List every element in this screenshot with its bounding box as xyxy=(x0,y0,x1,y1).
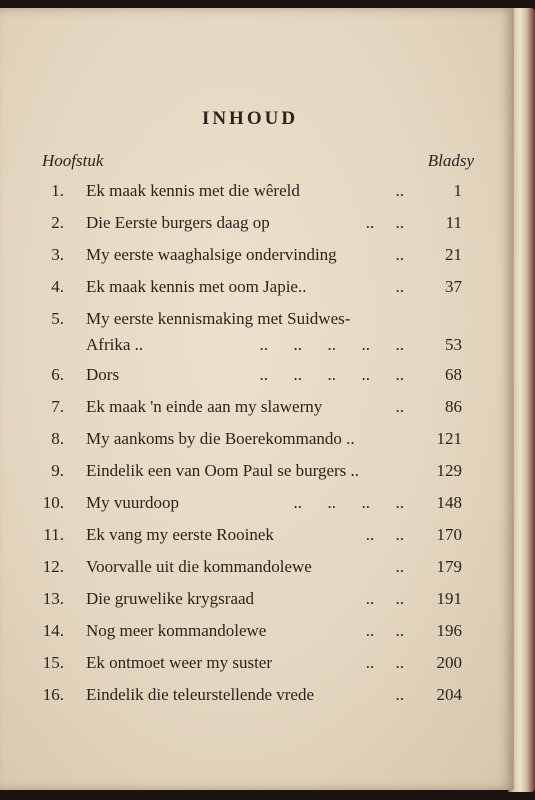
page-title: INHOUD xyxy=(201,108,299,129)
chapter-number: 12. xyxy=(42,557,64,576)
chapter-title: Eindelik een van Oom Paul se burgers .. xyxy=(86,461,360,480)
page-number: 196 xyxy=(436,621,462,640)
dot-leader: .. xyxy=(395,557,404,576)
chapter-number: 11. xyxy=(43,525,64,544)
chapter-title: Ek ontmoet weer my suster xyxy=(86,653,273,672)
page-number: 86 xyxy=(445,397,462,416)
page-number: 179 xyxy=(436,557,462,576)
page-column-label: Bladsy xyxy=(427,151,474,170)
chapter-column-label: Hoofstuk xyxy=(42,151,104,170)
chapter-number: 15. xyxy=(42,653,64,672)
page-number: 37 xyxy=(445,277,462,296)
chapter-number: 8. xyxy=(51,429,64,448)
chapter-title: My vuurdoop xyxy=(86,493,180,512)
chapter-title: My aankoms by die Boerekommando .. xyxy=(86,429,355,448)
page-number: 191 xyxy=(436,589,462,608)
page-number: 68 xyxy=(445,365,462,384)
dot-leader: .. .. .. .. .. xyxy=(259,335,404,354)
page-number: 11 xyxy=(445,213,462,232)
page-number: 129 xyxy=(436,461,462,480)
chapter-title: Ek vang my eerste Rooinek xyxy=(86,525,274,544)
dot-leader: .. .. .. .. xyxy=(293,493,404,512)
chapter-title: Ek maak kennis met die wêreld xyxy=(86,181,300,200)
chapter-title-continued: Afrika .. xyxy=(86,335,144,354)
chapter-title: Voorvalle uit die kommandolewe xyxy=(86,557,312,576)
chapter-number: 7. xyxy=(51,397,64,416)
page-number: 53 xyxy=(445,335,462,354)
chapter-number: 6. xyxy=(51,365,64,384)
page-number: 170 xyxy=(436,525,462,544)
chapter-title: Nog meer kommandolewe xyxy=(86,621,267,640)
dot-leader: .. .. xyxy=(365,653,404,672)
chapter-title: Ek maak 'n einde aan my slawerny xyxy=(86,397,323,416)
book-page xyxy=(0,8,514,790)
chapter-title: My eerste kennismaking met Suidwes- xyxy=(86,309,351,328)
chapter-title: Die gruwelike krygsraad xyxy=(86,589,255,608)
dot-leader: .. xyxy=(395,397,404,416)
chapter-number: 4. xyxy=(51,277,64,296)
page-number: 21 xyxy=(445,245,462,264)
page-number: 204 xyxy=(436,685,462,704)
dot-leader: .. xyxy=(395,685,404,704)
chapter-number: 1. xyxy=(51,181,64,200)
chapter-number: 10. xyxy=(42,493,64,512)
dot-leader: .. .. xyxy=(365,589,404,608)
dot-leader: .. .. .. .. .. xyxy=(259,365,404,384)
page-number: 1 xyxy=(453,181,462,200)
chapter-title: Die Eerste burgers daag op xyxy=(86,213,270,232)
chapter-number: 2. xyxy=(51,213,64,232)
chapter-number: 14. xyxy=(42,621,64,640)
dot-leader: .. .. xyxy=(365,213,404,232)
chapter-number: 3. xyxy=(51,245,64,264)
dot-leader: .. xyxy=(395,277,404,296)
chapter-title: Dors xyxy=(86,365,120,384)
chapter-number: 9. xyxy=(51,461,64,480)
page-number: 121 xyxy=(436,429,462,448)
chapter-number: 5. xyxy=(51,309,64,328)
chapter-title: Ek maak kennis met oom Japie.. xyxy=(86,277,307,296)
page-number: 148 xyxy=(436,493,462,512)
page-number: 200 xyxy=(436,653,462,672)
chapter-title: My eerste waaghalsige ondervinding xyxy=(86,245,337,264)
dot-leader: .. xyxy=(395,245,404,264)
dot-leader: .. xyxy=(395,181,404,200)
dot-leader: .. .. xyxy=(365,621,404,640)
chapter-number: 16. xyxy=(42,685,64,704)
chapter-number: 13. xyxy=(42,589,64,608)
chapter-title: Eindelik die teleurstellende vrede xyxy=(86,685,314,704)
dot-leader: .. .. xyxy=(365,525,404,544)
